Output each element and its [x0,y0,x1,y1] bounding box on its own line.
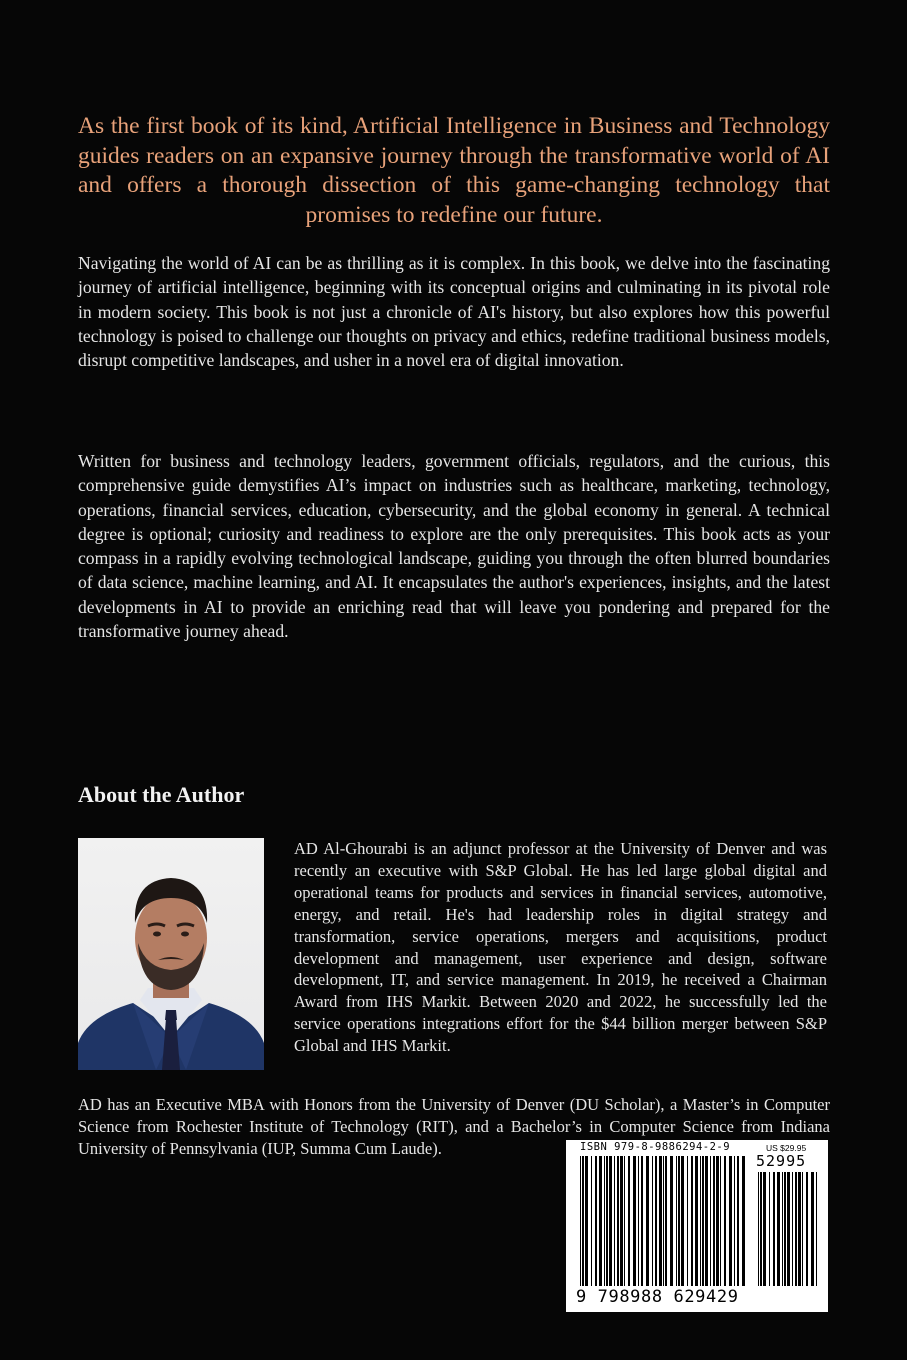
price-label: US $29.95 [766,1143,807,1153]
price-code: 52995 [756,1152,807,1170]
author-bio: AD Al-Ghourabi is an adjunct professor at the University of Denver and was recently an executive with S&P Global. He has led large global digital and operational teams for products and services in financial services, automotive, energy, and retail. He's had leadership roles in digital strategy and transformation, service operations, mergers and acquisitions, product development and management, user experience and design, software development, IT, and service management. In 2019, he received a Chairman Award from IHS Markit. Between 2020 and 2022, he successfully led the service operations integrations effort for the $44 billion merger between S&P Global and IHS Markit. [294,839,827,1056]
description-paragraph-2: Written for business and technology leaders, government officials, regulators, and the curious, this comprehensive guide demystifies AI’s impact on industries such as healthcare, marketing, technology, operations, financial services, education, cybersecurity, and the global economy in general. A technical degree is optional; curiosity and readiness to explore are the only prerequisites. This book acts as your compass in a rapidly evolving technological landscape, guiding you through the often blurred boundaries of data science, machine learning, and AI. It encapsulates the author's experiences, insights, and the latest developments in AI to provide an enriching read that will leave you pondering and prepared for the transformative journey ahead. [78,451,830,642]
isbn-label: ISBN 979-8-9886294-2-9 [580,1141,731,1153]
intro-blurb: As the first book of its kind, Artificial Intelligence in Business and Technology guides readers on an expansive journey through the transformative world of AI and offers a thorough dissection of this game-changing technology that promises to redefine our future. [78,113,830,228]
author-photo [78,838,264,1070]
about-author-heading: About the Author [78,782,245,807]
description-paragraph-1: Navigating the world of AI can be as thrilling as it is complex. In this book, we delve into the fascinating journey of artificial intelligence, beginning with its conceptual origins and culminating in its pivotal role in modern society. This book is not just a chronicle of AI's history, but also explores how this powerful technology is poised to challenge our thoughts on privacy and ethics, redefine traditional business models, disrupt competitive landscapes, and usher in a novel era of digital innovation. [78,253,830,371]
author-education: AD has an Executive MBA with Honors from the University of Denver (DU Scholar), a Master’s in Computer Science from Rochester Institute of Technology (RIT), and a Bachelor’s in Computer Science from Indiana University of Pennsylvania (IUP, Summa Cum Laude). [78,1095,830,1158]
isbn-barcode [566,1140,828,1312]
ean-digits: 9 798988 629429 [576,1287,739,1307]
